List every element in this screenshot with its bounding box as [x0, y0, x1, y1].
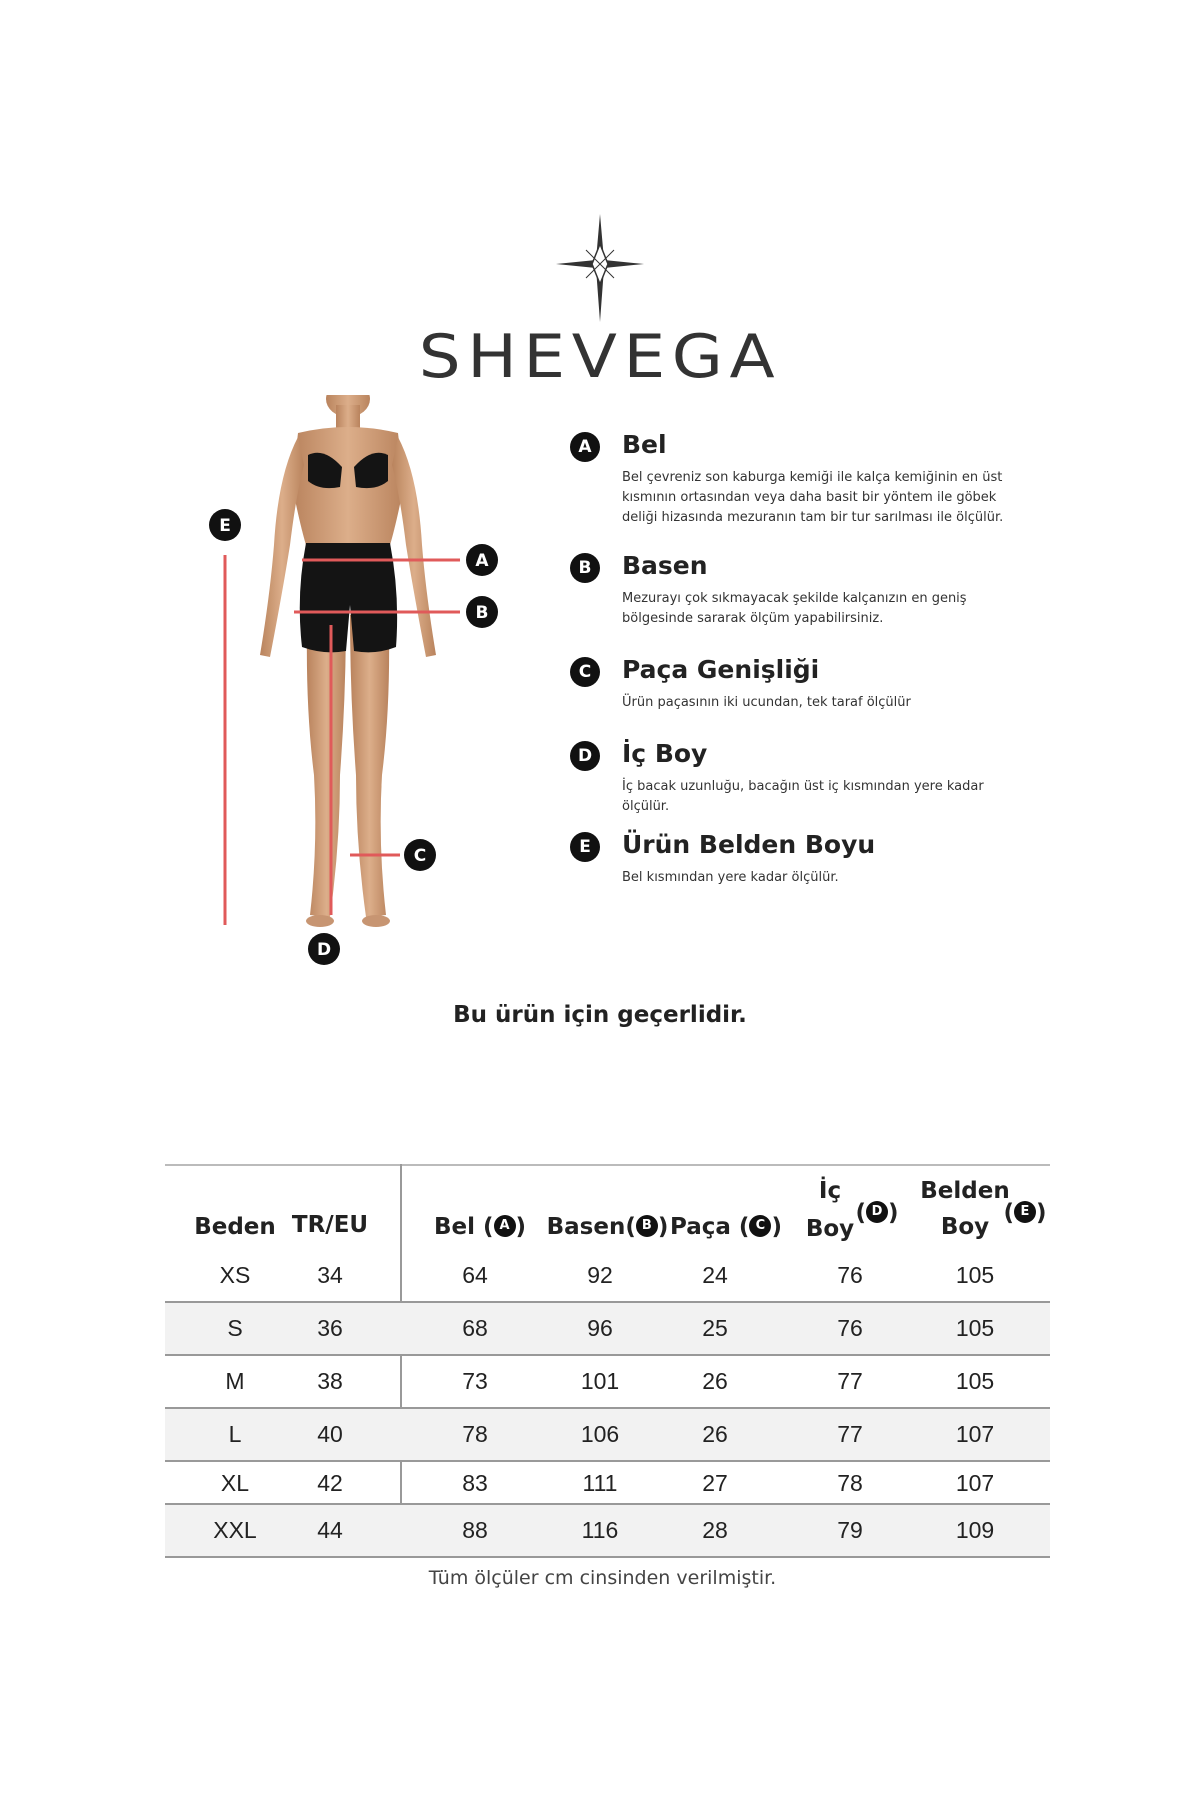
table-row [165, 1301, 1050, 1356]
legend-description: Bel kısmından yere kadar ölçülür. [622, 870, 839, 885]
marker-a-badge [466, 544, 498, 576]
cell-icboy: 77 [837, 1421, 863, 1447]
cell-bel: 88 [462, 1517, 488, 1543]
header-icboy-line2: Boy [805, 1216, 855, 1242]
cell-basen: 92 [587, 1262, 613, 1288]
legend-title: Basen [622, 551, 708, 580]
cell-bel: 73 [462, 1368, 488, 1394]
figure-torso [292, 427, 404, 545]
header-badge-a: A [494, 1215, 516, 1237]
table-row [165, 1503, 1050, 1558]
cell-paca: 26 [702, 1368, 728, 1394]
marker-b-badge [466, 596, 498, 628]
cell-paca: 27 [702, 1470, 728, 1496]
header-size: Beden [194, 1214, 276, 1240]
legend-badge-b: B [570, 553, 600, 583]
svg-text:A: A [475, 551, 489, 571]
table-row [165, 1407, 1050, 1462]
validity-note: Bu ürün için geçerlidir. [453, 1002, 747, 1028]
marker-e-badge [209, 509, 241, 541]
cell-bel: 64 [462, 1262, 488, 1288]
cell-paca: 28 [702, 1517, 728, 1543]
cell-size: XL [220, 1470, 250, 1496]
svg-text:D: D [316, 940, 332, 960]
legend-description: Ürün paçasının iki ucundan, tek taraf ölçülür [622, 695, 911, 710]
header-bel: Bel ( A ) [433, 1214, 527, 1240]
units-note: Tüm ölçüler cm cinsinden verilmiştir. [428, 1567, 777, 1589]
cell-paca: 24 [702, 1262, 728, 1288]
marker-c-badge [404, 839, 436, 871]
legend-badge-e: E [570, 832, 600, 862]
legend-badge-c: C [570, 657, 600, 687]
legend-badge-a: A [570, 432, 600, 462]
cell-bel: 68 [462, 1315, 488, 1341]
cell-boy: 107 [955, 1421, 995, 1447]
cell-treu: 42 [317, 1470, 343, 1496]
header-boy-line1: Belden [920, 1178, 1010, 1204]
cell-treu: 36 [317, 1315, 343, 1341]
cell-icboy: 77 [837, 1368, 863, 1394]
cell-basen: 106 [580, 1421, 620, 1447]
cell-icboy: 76 [837, 1262, 863, 1288]
header-badge-d: D [866, 1201, 888, 1223]
header-icboy-badge-wrap: ( D ) [855, 1200, 899, 1226]
body-measurement-figure [190, 395, 530, 965]
cell-size: XXL [213, 1517, 257, 1543]
header-treu: TR/EU [291, 1212, 369, 1238]
cell-basen: 116 [581, 1517, 619, 1543]
cell-basen: 96 [587, 1315, 613, 1341]
figure-right-arm [392, 437, 436, 657]
cell-size: M [225, 1368, 245, 1394]
brand-logo-text: SHEVEGA [418, 322, 782, 392]
header-badge-e: E [1014, 1201, 1036, 1223]
legend-title: Bel [622, 430, 667, 459]
svg-text:E: E [219, 516, 231, 536]
table-row [165, 1250, 1050, 1301]
figure-left-foot [306, 915, 334, 927]
header-badge-c: C [749, 1215, 771, 1237]
table-row [165, 1458, 1050, 1509]
header-icboy-line1: İç [818, 1178, 842, 1204]
legend-title: İç Boy [622, 739, 708, 768]
cell-boy: 105 [955, 1368, 995, 1394]
header-basen: Basen( B ) [546, 1214, 669, 1240]
cell-icboy: 78 [837, 1470, 863, 1496]
legend-description: Bel çevreniz son kaburga kemiği ile kalça kemiğinin en üst kısmının ortasından veya daha basit bir yöntem ile göbek deliği hizasında mezuranın tam bir tur sarılması ile ölçülür. [622, 470, 1004, 525]
cell-paca: 25 [702, 1315, 728, 1341]
cell-size: L [228, 1421, 242, 1447]
cell-basen: 101 [580, 1368, 620, 1394]
four-point-star-icon [556, 214, 644, 322]
header-badge-b: B [636, 1215, 658, 1237]
legend-description: İç bacak uzunluğu, bacağın üst iç kısmından yere kadar ölçülür. [622, 779, 984, 814]
cell-icboy: 79 [837, 1517, 863, 1543]
legend-title: Paça Genişliği [622, 655, 820, 684]
header-paca: Paça ( C ) [670, 1214, 782, 1240]
table-top-border [165, 1164, 1050, 1166]
svg-text:C: C [413, 846, 427, 866]
cell-treu: 44 [317, 1517, 343, 1543]
legend-title: Ürün Belden Boyu [622, 830, 876, 859]
cell-treu: 40 [317, 1421, 343, 1447]
cell-basen: 111 [582, 1470, 618, 1496]
legend-badge-d: D [570, 741, 600, 771]
header-bel-label: Bel [433, 1214, 475, 1240]
cell-boy: 107 [955, 1470, 995, 1496]
cell-treu: 34 [317, 1262, 343, 1288]
cell-size: S [227, 1315, 243, 1341]
legend-description: Mezurayı çok sıkmayacak şekilde kalçanızın en geniş bölgesinde sararak ölçüm yapabilirsiniz. [622, 591, 967, 626]
cell-boy: 105 [955, 1262, 995, 1288]
cell-size: XS [219, 1262, 251, 1288]
cell-treu: 38 [317, 1368, 343, 1394]
figure-left-arm [260, 437, 304, 657]
size-table [165, 1164, 1050, 1556]
header-boy-line2: Boy [940, 1214, 990, 1240]
header-paca-label: Paça [670, 1214, 731, 1240]
figure-right-foot [362, 915, 390, 927]
table-row [165, 1356, 1050, 1407]
svg-text:B: B [475, 603, 489, 623]
cell-paca: 26 [702, 1421, 728, 1447]
cell-bel: 78 [462, 1421, 488, 1447]
cell-icboy: 76 [837, 1315, 863, 1341]
header-basen-label: Basen [546, 1214, 626, 1240]
cell-boy: 105 [955, 1315, 995, 1341]
cell-bel: 83 [462, 1470, 488, 1496]
cell-boy: 109 [955, 1517, 995, 1543]
header-boy-badge-wrap: ( E ) [1003, 1200, 1047, 1226]
marker-d-badge [308, 933, 340, 965]
